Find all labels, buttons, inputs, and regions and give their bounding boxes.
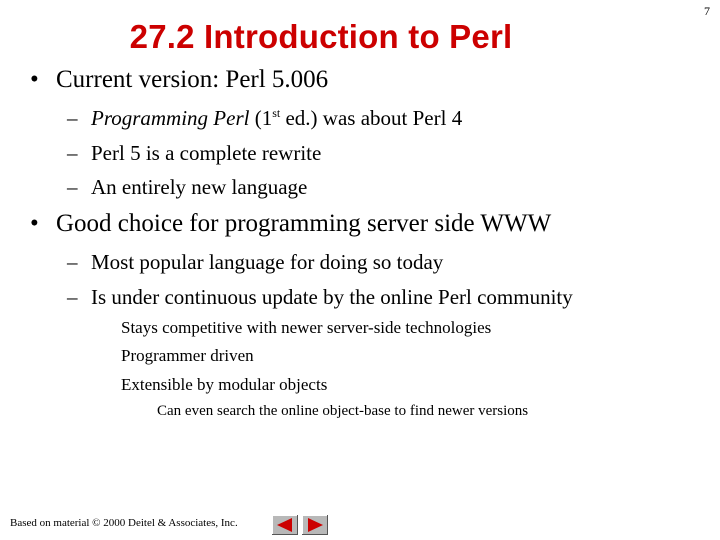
edition-superscript: st bbox=[272, 106, 281, 120]
level3-item-programmer-driven: Programmer driven bbox=[121, 346, 254, 365]
previous-arrow-icon[interactable] bbox=[272, 515, 298, 540]
bullet-text: Current version: Perl 5.006 bbox=[56, 66, 329, 93]
slide-number: 7 bbox=[704, 4, 710, 18]
edition-suffix: ed.) was about Perl 4 bbox=[280, 106, 463, 130]
bullet-text: Good choice for programming server side WWW bbox=[56, 210, 552, 237]
subitem-continuous-update: – Is under continuous update by the online Perl community bbox=[67, 285, 573, 309]
edition-prefix: (1 bbox=[249, 106, 273, 130]
next-arrow-icon-graphic bbox=[302, 515, 328, 535]
subitem-text: Perl 5 is a complete rewrite bbox=[91, 141, 322, 165]
level3-item-competitive: Stays competitive with newer server-side technologies bbox=[121, 318, 492, 337]
footer-credit: Based on material © 2000 Deitel & Associates, Inc. bbox=[10, 517, 238, 529]
slide-title-text: 27.2 Introduction to Perl bbox=[129, 18, 513, 55]
subitem-complete-rewrite: – Perl 5 is a complete rewrite bbox=[67, 141, 322, 165]
subitem-programming-perl: – Programming Perl (1st ed.) was about Perl 4 bbox=[67, 106, 463, 130]
level4-item-search: Can even search the online object-base to find newer versions bbox=[157, 403, 529, 419]
bullet-good-choice: • Good choice for programming server side WWW bbox=[30, 210, 552, 237]
subitem-text: Is under continuous update by the online Perl community bbox=[91, 285, 573, 309]
previous-arrow-icon-graphic bbox=[272, 515, 298, 535]
next-arrow-icon[interactable] bbox=[302, 515, 328, 540]
subitem-text: Most popular language for doing so today bbox=[91, 250, 444, 274]
slide-title bbox=[0, 18, 720, 56]
subitem-text: An entirely new language bbox=[91, 175, 308, 199]
book-title: Programming Perl bbox=[91, 106, 250, 130]
subitem-most-popular: – Most popular language for doing so today bbox=[67, 250, 444, 274]
bullet-current-version: • Current version: Perl 5.006 bbox=[30, 66, 329, 93]
subitem-new-language: – An entirely new language bbox=[67, 175, 308, 199]
level3-item-extensible: Extensible by modular objects bbox=[121, 375, 328, 394]
